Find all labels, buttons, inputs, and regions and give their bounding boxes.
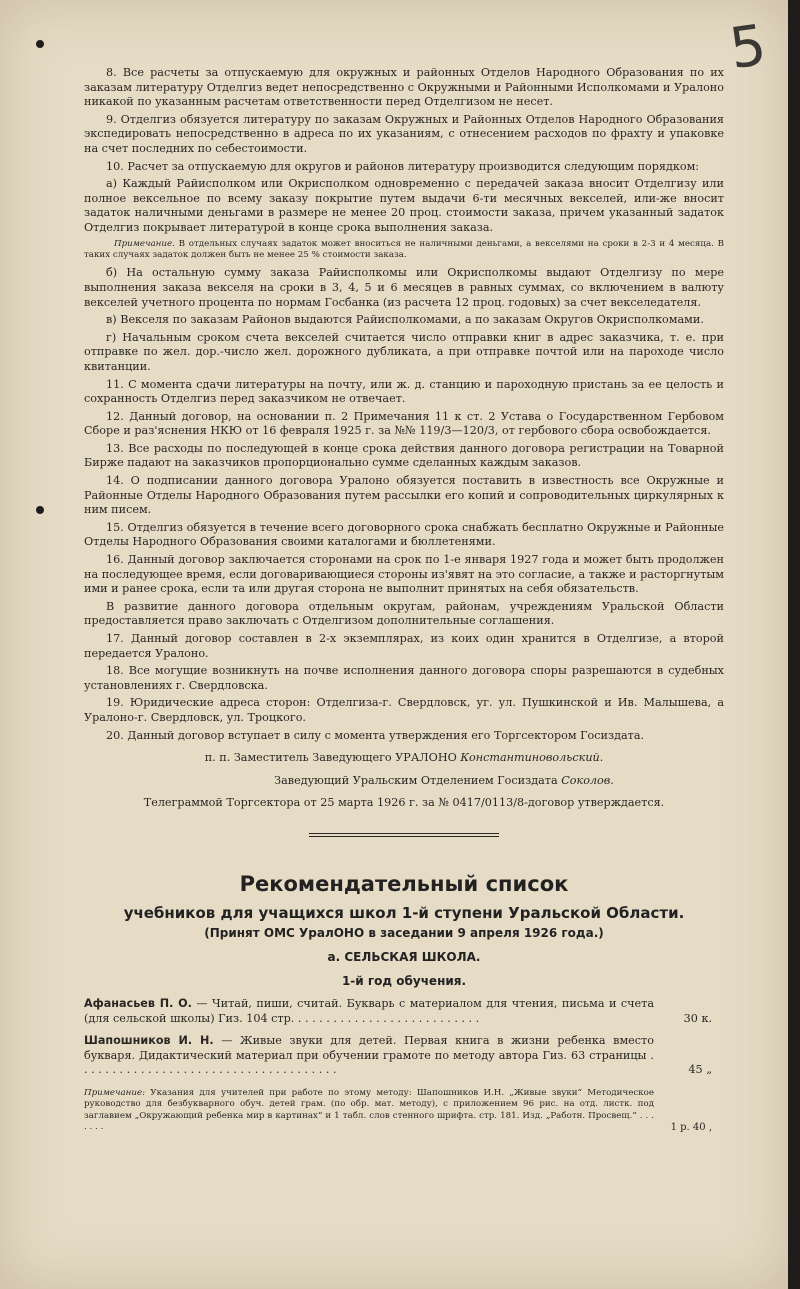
list-subtitle: учебников для учащихся школ 1-й ступени Уральской Области. (123, 903, 685, 922)
list-title: Рекомендательный список (239, 871, 569, 896)
book-description: — Читай, пиши, считай. Букварь с материалом для чтения, письма и счета (для сельской школы) Гиз. 104 стр. . . . . . . . . . . . . . . . . . . . . . . . . . . (84, 996, 655, 1025)
page-number-handwritten: 5 (725, 12, 771, 83)
note-price: 1 р. 40 , (670, 1122, 712, 1134)
book-price: 30 к. (683, 1011, 712, 1025)
signature-title: п. п. Заместитель Заведующего УРАЛОНО (204, 751, 457, 765)
punch-hole (36, 506, 44, 514)
signature-gosizdat (164, 774, 724, 789)
paragraph-15: 15. Отделгиз обязуется в течение всего договорного срока снабжать бесплатно Окружные и Районные Отделы Народного Образования своими каталогами и бюллетенями. (84, 520, 724, 549)
paragraph-10b: б) На остальную сумму заказа Райисполкомы или Окрисполкомы выдают Отделгизу по мере выполнения заказа векселя на сроки в 3, 4, 5 и 6 месяцев в равных суммах, со включением в валюту векселей учетного процента по нормам Госбанка (из расчета 12 проц. годовых) за счет векселедателя. (84, 266, 724, 309)
paragraph-14: 14. О подписании данного договора Уралоно обязуется поставить в известность все Окружные и Районные Отделы Народного Образования путем рассылки его копий и сопроводительных циркулярных к ним писем. (84, 474, 724, 517)
paragraph-10a: а) Каждый Райисполком или Окрисполком одновременно с передачей заказа вносит Отделгизу или полное вексельное по всему заказу покрытие путем выдачи 6-ти месячных векселей, или-же вносит задаток наличными деньгами в размере не менее 20 проц. стоимости заказа, причем указанный задаток Отделгиз покрывает литературой в конце срока выполнения заказа. (84, 177, 724, 234)
paragraph-9: 9. Отделгиз обязуется литературу по заказам Окружных и Районных Отделов Народного Образования экспедировать непосредственно в адреса по их указаниям, с отнесением расходов по фрахту и упаковке на счет последних по себестоимости. (84, 112, 724, 155)
paragraph-16: 16. Данный договор заключается сторонами на срок по 1-е января 1927 года и может быть продолжен на последующее время, если договаривающиеся стороны из'явят на это согласие, а также и расторгнутым ими и ранее срока, если та или другая сторона не выполнит принятых на себя обязательств. (84, 553, 724, 596)
note-text: Указания для учителей при работе по этому методу: Шапошников И.Н. „Живые звуки“ Методическое руководство для безбукварного обуч. детей грам. (по обр. мат. методу), с приложением 96 рис. на отд. листк. под заглавием „Окружающий ребенка мир в картинах“ и 1 табл. слов стенного шрифта. стр. 181. Изд. „Работн. Просвещ.“ . . . . . . . (84, 1087, 654, 1133)
book-author: Афанасьев П. О. (84, 996, 192, 1010)
note-label: Примечание: (84, 1087, 146, 1098)
document-body (84, 66, 724, 1134)
paragraph-11: 11. С момента сдачи литературы на почту, или ж. д. станцию и пароходную пристань за ее целость и сохранность Отделгиз перед заказчиком не отвечает. (84, 377, 724, 406)
paragraph-10g: г) Начальным сроком счета векселей считается число отправки книг в адрес заказчика, т. е. при отправке по жел. дор.-число жел. дорожного дубликата, а при отправке почтой или на пароходе число квитанции. (84, 330, 724, 373)
signature-uralono (84, 751, 724, 766)
year-heading: 1-й год обучения. (341, 973, 467, 988)
section-heading: а. СЕЛЬСКАЯ ШКОЛА. (327, 949, 481, 964)
signature-title: Заведующий Уральским Отделением Госиздата (274, 773, 558, 787)
paragraph-12: 12. Данный договор, на основании п. 2 Примечания 11 к ст. 2 Устава о Государственном Гербовом Сборе и раз'яснения НКЮ от 16 февраля 1925 г. за №№ 119/3—120/3, от гербового сбора освобождается. (84, 409, 724, 438)
paragraph-17: 17. Данный договор составлен в 2-х экземплярах, из коих один хранится в Отделгизе, а второй передается Уралоно. (84, 632, 724, 660)
signature-name: Константиновольский. (460, 751, 604, 765)
punch-hole (36, 40, 44, 48)
paragraph-10: 10. Расчет за отпускаемую для округов и районов литературу производится следующим порядком: (106, 159, 700, 173)
book-price: 45 „ (688, 1063, 712, 1077)
book-author: Шапошников И. Н. (84, 1034, 214, 1048)
list-item (84, 997, 724, 1026)
paragraph-18: 18. Все могущие возникнуть на почве исполнения данного договора споры разрешаются в судебных установлениях г. Свердловска. (84, 664, 724, 692)
paragraph-20: 20. Данный договор вступает в силу с момента утверждения его Торгсектором Госиздата. (106, 728, 645, 742)
signature-name: Соколов. (561, 773, 614, 787)
list-accepted-note: (Принят ОМС УралОНО в заседании 9 апреля 1926 года.) (204, 925, 604, 940)
paragraph-13: 13. Все расходы по последующей в конце срока действия данного договора регистрации на Товарной Бирже падают на заказчиков пропорционально сумме сделанных каждым заказов. (84, 441, 724, 470)
list-note (84, 1088, 724, 1134)
paragraph-10v: в) Векселя по заказам Районов выдаются Райисполкомами, а по заказам Округов Окрисполкомами. (106, 313, 704, 327)
divider-rule (309, 833, 499, 837)
scan-edge (788, 0, 800, 1289)
book-description: — Живые звуки для детей. Первая книга в жизни ребенка вместо букваря. Дидактический материал при обучении грамоте по методу автора Гиз. 63 страницы . . . . . . . . . . . . . . . . . . . . . . . . . . . . . . . . . . . . . (84, 1034, 654, 1077)
note-label: Примечание. (114, 238, 175, 249)
note-deposit (84, 239, 724, 262)
telegram-approval: Телеграммой Торгсектора от 25 марта 1926 г. за № 0417/0113/8-договор утверждается. (143, 796, 665, 810)
paragraph-additional: В развитие данного договора отдельным округам, районам, учреждениям Уральской Области предоставляется право заключать с Отделгизом дополнительные соглашения. (84, 599, 724, 628)
list-item (84, 1034, 724, 1078)
paragraph-19: 19. Юридические адреса сторон: Отделгиза-г. Свердловск, уг. ул. Пушкинской и Ив. Малышева, а Уралоно-г. Свердловск, ул. Троцкого. (84, 696, 724, 724)
note-text: В отдельных случаях задаток может вноситься не наличными деньгами, а векселями на сроки в 2-3 и 4 месяца. В таких случаях задаток должен быть не менее 25 % стоимости заказа. (84, 238, 724, 260)
paragraph-8: 8. Все расчеты за отпускаемую для окружных и районных Отделов Народного Образования по их заказам литературу Отделгиз ведет непосредственно с Окружными и Районными Исполкомами и Уралоно никакой по указанным расчетам ответственности перед Отделгизом не несет. (84, 66, 724, 109)
